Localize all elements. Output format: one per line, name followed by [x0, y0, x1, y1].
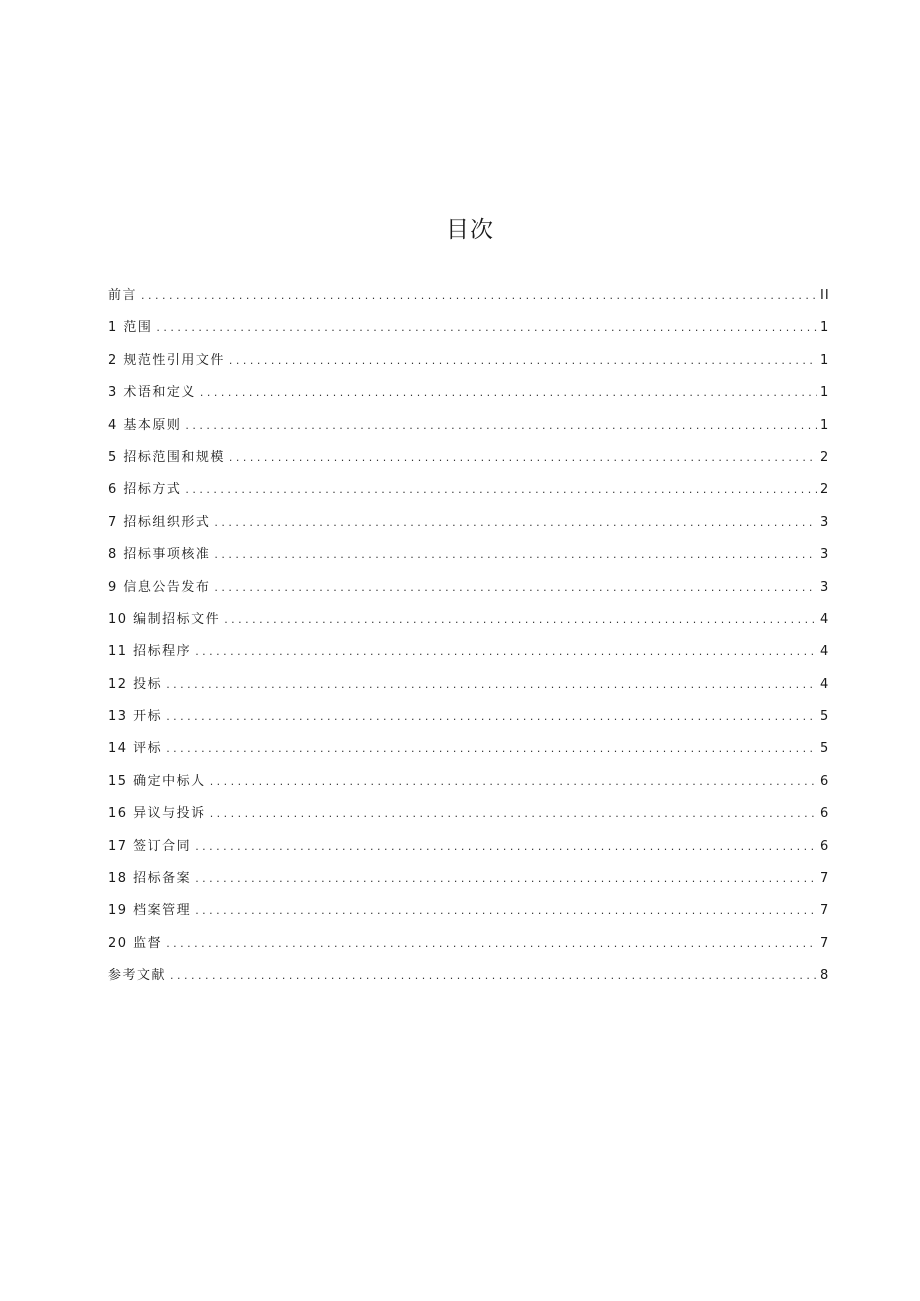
toc-entry[interactable] [108, 669, 828, 701]
toc-dot-leader [170, 960, 817, 992]
toc-entry[interactable] [108, 410, 828, 442]
toc-entry-label: 1 范围 [108, 320, 153, 336]
toc-entry-page: 3 [820, 579, 830, 595]
toc-entry-label: 20 监督 [108, 935, 163, 951]
toc-dot-leader [214, 507, 817, 539]
toc-entry-page: 6 [820, 806, 830, 822]
toc-entry-page: 3 [820, 547, 830, 563]
toc-entry-page: 1 [820, 417, 830, 433]
toc-list [108, 280, 828, 993]
toc-entry-page: 8 [820, 968, 830, 984]
toc-dot-leader [185, 474, 817, 506]
toc-entry[interactable] [108, 831, 828, 863]
toc-entry-page: II [820, 288, 830, 303]
toc-entry-page: 1 [820, 320, 830, 336]
toc-entry[interactable] [108, 733, 828, 765]
toc-entry-label: 3 术语和定义 [108, 385, 196, 401]
toc-entry-label: 前言 [108, 288, 138, 303]
toc-entry-page: 5 [820, 709, 830, 725]
toc-entry-label: 9 信息公告发布 [108, 579, 211, 595]
toc-dot-leader [195, 895, 817, 927]
toc-entry[interactable] [108, 442, 828, 474]
toc-dot-leader [224, 604, 817, 636]
toc-entry-page: 1 [820, 385, 830, 401]
toc-dot-leader [141, 280, 817, 312]
toc-entry-page: 5 [820, 741, 830, 757]
toc-entry-page: 7 [820, 903, 830, 919]
toc-dot-leader [166, 928, 817, 960]
toc-title: 目次 [446, 217, 494, 244]
toc-entry-label: 7 招标组织形式 [108, 514, 211, 530]
toc-entry[interactable] [108, 928, 828, 960]
toc-dot-leader [200, 377, 817, 409]
toc-entry[interactable] [108, 604, 828, 636]
toc-dot-leader [214, 539, 817, 571]
toc-entry-label: 4 基本原则 [108, 417, 182, 433]
toc-entry[interactable] [108, 280, 828, 312]
toc-entry[interactable] [108, 312, 828, 344]
toc-entry-page: 6 [820, 838, 830, 854]
toc-entry[interactable] [108, 474, 828, 506]
toc-entry-page: 7 [820, 871, 830, 887]
toc-entry[interactable] [108, 539, 828, 571]
toc-dot-leader [229, 442, 817, 474]
toc-entry[interactable] [108, 701, 828, 733]
toc-entry-page: 4 [820, 676, 830, 692]
toc-entry[interactable] [108, 507, 828, 539]
toc-entry-label: 18 招标备案 [108, 871, 192, 887]
toc-entry[interactable] [108, 345, 828, 377]
toc-entry[interactable] [108, 895, 828, 927]
toc-entry-label: 12 投标 [108, 676, 163, 692]
toc-entry[interactable] [108, 636, 828, 668]
toc-entry[interactable] [108, 863, 828, 895]
toc-entry-label: 15 确定中标人 [108, 773, 206, 789]
toc-entry-label: 8 招标事项核准 [108, 547, 211, 563]
toc-dot-leader [210, 766, 817, 798]
toc-entry-page: 2 [820, 482, 830, 498]
toc-entry-label: 5 招标范围和规模 [108, 449, 225, 465]
toc-entry-label: 19 档案管理 [108, 903, 192, 919]
toc-entry-label: 参考文献 [108, 968, 167, 984]
toc-dot-leader [195, 831, 817, 863]
toc-entry-label: 10 编制招标文件 [108, 611, 221, 627]
toc-dot-leader [166, 701, 817, 733]
toc-dot-leader [195, 636, 817, 668]
toc-entry-page: 7 [820, 935, 830, 951]
toc-entry-label: 16 异议与投诉 [108, 806, 206, 822]
toc-dot-leader [166, 669, 817, 701]
toc-entry[interactable] [108, 798, 828, 830]
toc-entry-label: 13 开标 [108, 709, 163, 725]
toc-entry-page: 6 [820, 773, 830, 789]
toc-entry[interactable] [108, 960, 828, 992]
toc-entry-label: 14 评标 [108, 741, 163, 757]
toc-entry-label: 11 招标程序 [108, 644, 192, 660]
toc-entry-label: 17 签订合同 [108, 838, 192, 854]
toc-dot-leader [214, 572, 817, 604]
toc-entry-label: 6 招标方式 [108, 482, 182, 498]
toc-entry-page: 1 [820, 352, 830, 368]
toc-entry-page: 2 [820, 449, 830, 465]
toc-entry[interactable] [108, 377, 828, 409]
toc-entry[interactable] [108, 572, 828, 604]
toc-dot-leader [185, 410, 817, 442]
toc-entry-page: 4 [820, 611, 830, 627]
toc-dot-leader [210, 798, 817, 830]
toc-entry[interactable] [108, 766, 828, 798]
toc-entry-page: 3 [820, 514, 830, 530]
toc-dot-leader [195, 863, 817, 895]
toc-entry-label: 2 规范性引用文件 [108, 352, 225, 368]
toc-dot-leader [229, 345, 817, 377]
toc-entry-page: 4 [820, 644, 830, 660]
toc-dot-leader [156, 312, 817, 344]
toc-dot-leader [166, 733, 817, 765]
